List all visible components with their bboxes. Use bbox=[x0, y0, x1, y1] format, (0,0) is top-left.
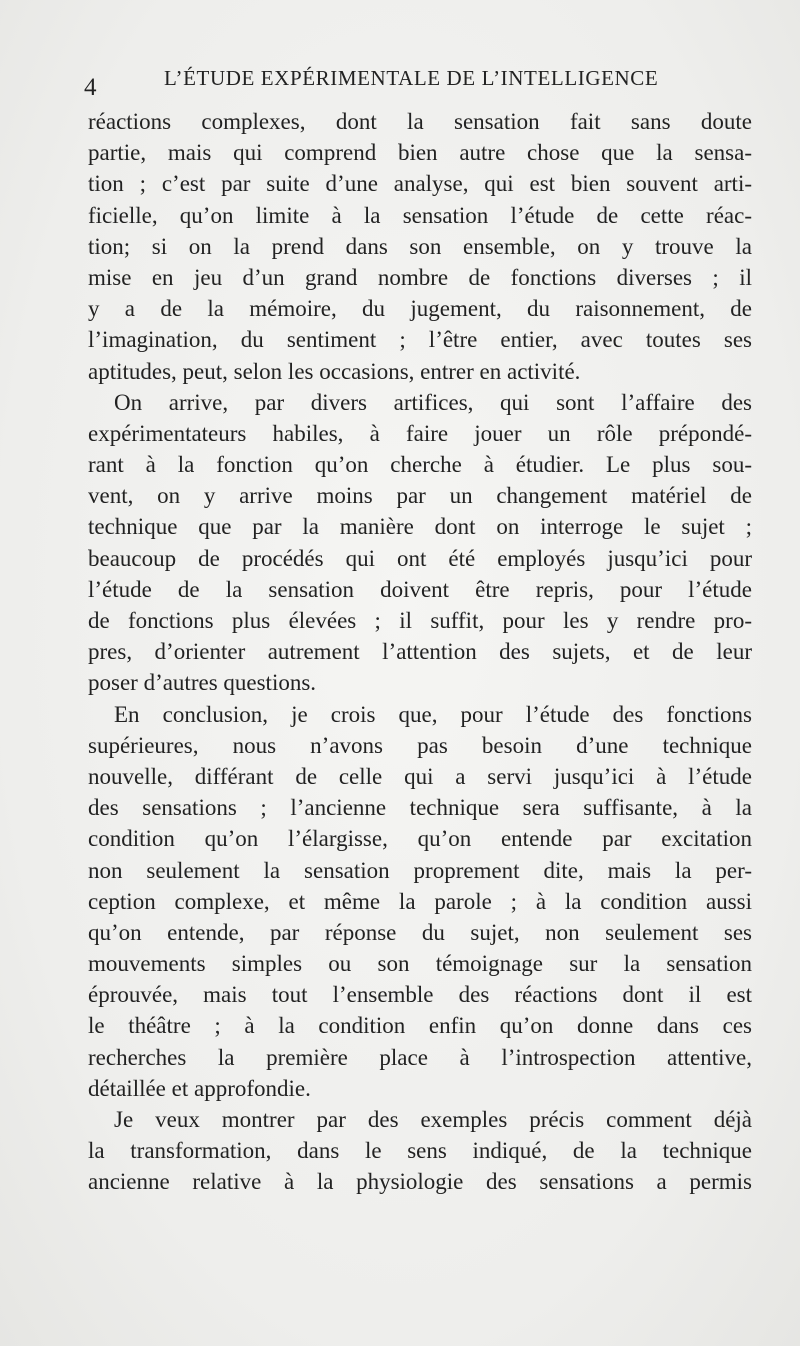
page-header bbox=[84, 62, 764, 102]
text-line: des sensations ; l’ancienne technique sera suffisante, à la bbox=[88, 795, 752, 821]
text-line: ception complexe, et même la parole ; à la condition aussi bbox=[88, 888, 752, 914]
page-number: 4 bbox=[84, 74, 97, 101]
text-line: tion; si on la prend dans son ensemble, on y trouve la bbox=[88, 233, 752, 259]
body-text bbox=[88, 106, 752, 1198]
text-line: détaillée et approfondie. bbox=[88, 1075, 311, 1101]
text-line: supérieures, nous n’avons pas besoin d’une technique bbox=[88, 732, 752, 758]
text-line: nouvelle, différant de celle qui a servi jusqu’ici à l’étude bbox=[88, 763, 752, 789]
text-line: ancienne relative à la physiologie des sensations a permis bbox=[88, 1169, 752, 1195]
text-line: beaucoup de procédés qui ont été employés jusqu’ici pour bbox=[88, 545, 752, 571]
text-line: réactions complexes, dont la sensation fait sans doute bbox=[88, 109, 752, 134]
text-line: de fonctions plus élevées ; il suffit, pour les y rendre pro- bbox=[88, 608, 752, 633]
text-line: poser d’autres questions. bbox=[88, 670, 317, 696]
text-line: éprouvée, mais tout l’ensemble des réactions dont il est bbox=[88, 982, 752, 1008]
text-line: la transformation, dans le sens indiqué, de la technique bbox=[88, 1138, 752, 1164]
text-line: vent, on y arrive moins par un changement matériel de bbox=[88, 483, 752, 509]
text-line: condition qu’on l’élargisse, qu’on entende par excitation bbox=[88, 826, 752, 852]
text-line: technique que par la manière dont on interroge le sujet ; bbox=[88, 514, 752, 540]
text-line: rant à la fonction qu’on cherche à étudier. Le plus sou- bbox=[88, 452, 752, 478]
text-line: aptitudes, peut, selon les occasions, entrer en activité. bbox=[88, 358, 581, 384]
running-title: L’ÉTUDE EXPÉRIMENTALE DE L’INTELLIGENCE bbox=[164, 66, 659, 90]
text-line: l’étude de la sensation doivent être repris, pour l’étude bbox=[88, 576, 752, 602]
text-line: mouvements simples ou son témoignage sur la sensation bbox=[88, 951, 752, 977]
text-line: l’imagination, du sentiment ; l’être entier, avec toutes ses bbox=[88, 327, 752, 353]
paragraph-start-line: Je veux montrer par des exemples précis comment déjà bbox=[114, 1107, 752, 1132]
text-line: expérimentateurs habiles, à faire jouer un rôle prépondé- bbox=[88, 420, 752, 446]
text-line: y a de la mémoire, du jugement, du raisonnement, de bbox=[88, 296, 752, 322]
paragraph-start-line: On arrive, par divers artifices, qui sont l’affaire des bbox=[114, 389, 752, 415]
text-line: tion ; c’est par suite d’une analyse, qui est bien souvent arti- bbox=[88, 171, 752, 197]
text-line: mise en jeu d’un grand nombre de fonctions diverses ; il bbox=[88, 264, 752, 290]
text-line: pres, d’orienter autrement l’attention des sujets, et de leur bbox=[88, 639, 752, 665]
text-line: partie, mais qui comprend bien autre chose que la sensa- bbox=[88, 140, 752, 166]
text-line: recherches la première place à l’introspection attentive, bbox=[88, 1044, 752, 1070]
text-line: non seulement la sensation proprement dite, mais la per- bbox=[88, 857, 752, 883]
text-line: ficielle, qu’on limite à la sensation l’étude de cette réac- bbox=[88, 202, 752, 228]
text-line: le théâtre ; à la condition enfin qu’on donne dans ces bbox=[88, 1013, 752, 1039]
text-line: qu’on entende, par réponse du sujet, non seulement ses bbox=[88, 919, 752, 945]
paragraph-start-line: En conclusion, je crois que, pour l’étude des fonctions bbox=[114, 701, 752, 727]
